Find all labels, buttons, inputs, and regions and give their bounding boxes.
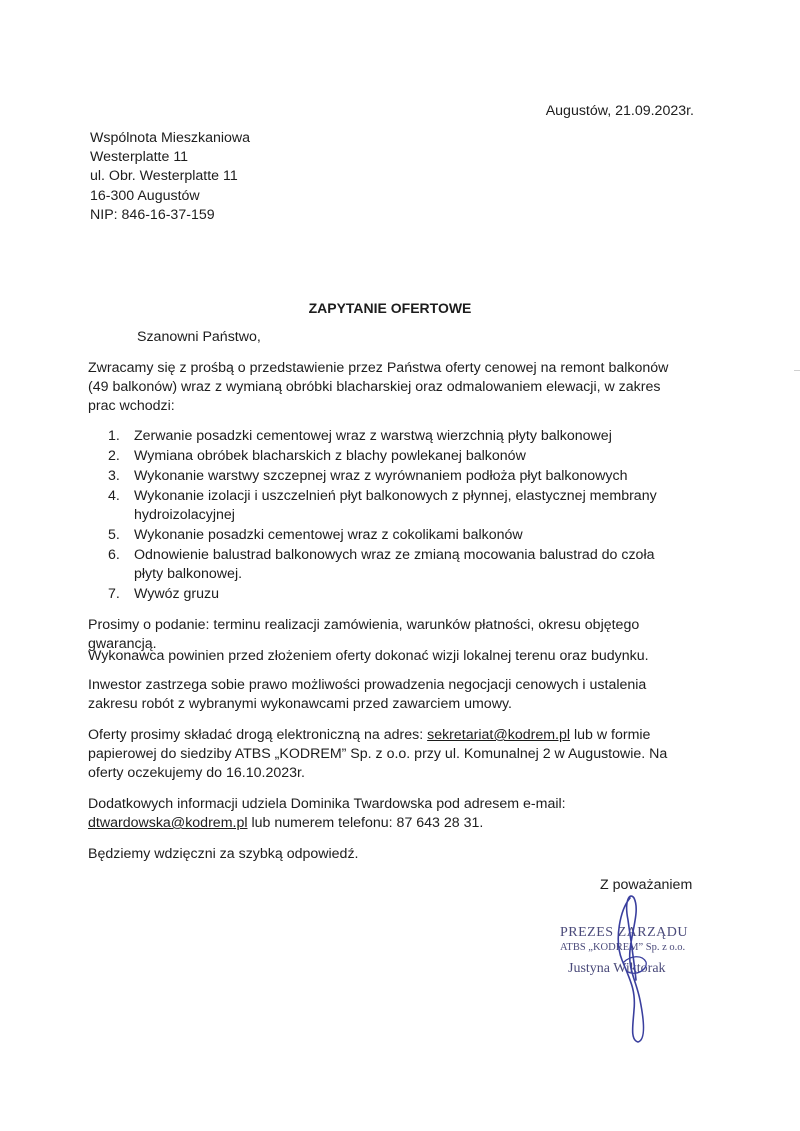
list-text: Zerwanie posadzki cementowej wraz z warstwą wierzchnią płyty balkonowej: [134, 428, 612, 444]
recipient-line: 16-300 Augustów: [90, 187, 200, 204]
recipient-line: NIP: 846-16-37-159: [90, 206, 215, 223]
list-text: Odnowienie balustrad balkonowych wraz ze zmianą mocowania balustrad do czoła płyty balkonowej.: [134, 547, 655, 582]
letter-title: ZAPYTANIE OFERTOWE: [308, 300, 472, 316]
offers-paragraph: [88, 726, 678, 783]
list-text: Wymiana obróbek blacharskich z blachy powlekanej balkonów: [134, 448, 526, 464]
offers-text: Oferty prosimy składać drogą elektroniczną na adres:: [88, 727, 428, 743]
stamp-company: ATBS „KODREM” Sp. z o.o.: [560, 942, 686, 953]
list-text: Wykonanie izolacji i uszczelnień płyt balkonowych z płynnej, elastycznej membrany hydroizolacyjnej: [134, 488, 657, 523]
list-item: [88, 447, 668, 466]
list-number: 5.: [108, 527, 120, 543]
list-item: [88, 487, 668, 525]
list-text: Wykonanie posadzki cementowej wraz z cokolikami balkonów: [134, 527, 523, 543]
greeting: Szanowni Państwo,: [137, 329, 261, 345]
list-item: [88, 427, 668, 446]
contact-text: Dodatkowych informacji udziela Dominika Twardowska pod adresem e-mail:: [88, 796, 566, 812]
list-item: [88, 467, 668, 486]
recipient-line: Westerplatte 11: [90, 149, 189, 166]
list-item: [88, 546, 668, 584]
contact-paragraph: [88, 795, 678, 833]
list-text: Wywóz gruzu: [134, 586, 220, 602]
list-number: 1.: [108, 428, 120, 444]
stamp-name: Justyna Wiktorak: [568, 961, 666, 976]
contact-email-link[interactable]: dtwardowska@kodrem.pl: [88, 815, 248, 831]
site-visit-paragraph: Wykonawca powinien przed złożeniem oferty dokonać wizji lokalnej terenu oraz budynku.: [88, 648, 649, 664]
offers-text: lub w formie papierowej do siedziby ATBS „KODREM” Sp. z o.o. przy ul. Komunalnej 2 w Augustowie. Na oferty oczekujemy do 16.10.2023r.: [88, 727, 668, 781]
contact-text: lub numerem telefonu: 87 643 28 31.: [247, 815, 484, 831]
closing: Z poważaniem: [600, 877, 693, 893]
list-number: 6.: [108, 547, 120, 563]
investor-paragraph: Inwestor zastrzega sobie prawo możliwości prowadzenia negocjacji cenowych i ustalenia zakresu robót z wybranymi wykonawcami przed zawarciem umowy.: [88, 677, 647, 712]
request-paragraph: Prosimy o podanie: terminu realizacji zamówienia, warunków płatności, okresu objętego gwarancją.: [88, 617, 640, 652]
list-item: [88, 585, 668, 604]
list-text: Wykonanie warstwy szczepnej wraz z wyrównaniem podłoża płyt balkonowych: [134, 468, 628, 484]
stamp-title: PREZES ZARZĄDU: [560, 925, 688, 940]
thanks-paragraph: Będziemy wdzięczni za szybką odpowiedź.: [88, 846, 359, 862]
letter-date: Augustów, 21.09.2023r.: [545, 103, 694, 119]
scan-edge-mark: [794, 370, 800, 371]
secretariat-email-link[interactable]: sekretariat@kodrem.pl: [427, 727, 571, 743]
intro-paragraph: Zwracamy się z prośbą o przedstawienie przez Państwa oferty cenowej na remont balkonów (49 balkonów) wraz z wymianą obróbki blacharskiej oraz odmalowaniem elewacji, w zakres prac wchodzi:: [88, 360, 669, 414]
recipient-line: Wspólnota Mieszkaniowa: [90, 130, 251, 146]
list-number: 4.: [108, 488, 120, 504]
works-list: [88, 427, 668, 605]
recipient-address: [90, 129, 250, 225]
list-number: 3.: [108, 468, 120, 484]
handwritten-signature: [600, 890, 680, 1050]
list-number: 2.: [108, 448, 120, 464]
list-item: [88, 526, 668, 545]
recipient-line: ul. Obr. Westerplatte 11: [90, 168, 238, 185]
list-number: 7.: [108, 586, 120, 602]
